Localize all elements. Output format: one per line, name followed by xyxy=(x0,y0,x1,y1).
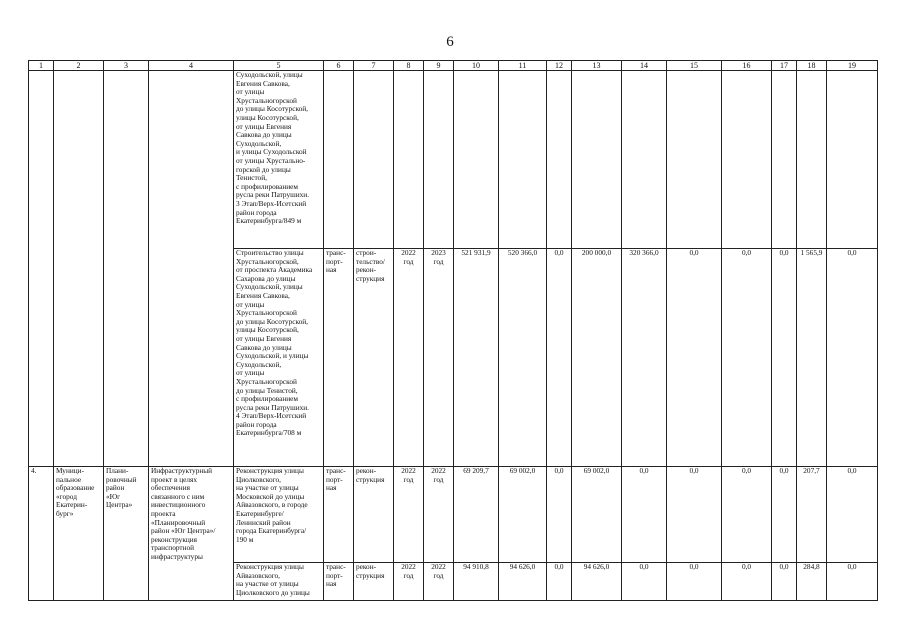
value-cell: 0,0 xyxy=(667,249,722,467)
value-cell: 0,0 xyxy=(827,467,878,563)
value-cell: 0,0 xyxy=(667,563,722,601)
end-year-cell: 2022 год xyxy=(424,467,454,563)
start-year-cell: 2022 год xyxy=(394,467,424,563)
value-cell: 0,0 xyxy=(547,249,572,467)
start-year-cell: 2022 год xyxy=(394,563,424,601)
value-cell xyxy=(547,71,572,249)
column-number: 6 xyxy=(324,61,354,71)
value-cell: 94 626,0 xyxy=(499,563,547,601)
work-type-cell xyxy=(354,71,394,249)
column-number: 2 xyxy=(54,61,104,71)
value-cell: 0,0 xyxy=(827,563,878,601)
infrastructure-type-cell: транс- порт- ная xyxy=(324,563,354,601)
value-cell: 0,0 xyxy=(667,467,722,563)
object-description-cell: Строительство улицы Хрустальногорской, от проспекта Академика Сахарова до улицы Суходольской, улицы Евгения Савкова, от улицы Хрустальногорской до улицы Косотурской, улицы Косотурской, от улицы Евгения Савкова до улицы Суходольской, и улицы Суходольской, от улицы Хрустальногорской до улицы Тенистой, с профилированием русла реки Патрушихи. 4 Этап/Верх-Исетский район города Екатеринбурга/708 м xyxy=(234,249,324,467)
value-cell: 0,0 xyxy=(622,563,667,601)
value-cell: 0,0 xyxy=(722,467,772,563)
start-year-cell xyxy=(394,71,424,249)
value-cell xyxy=(722,71,772,249)
district-cell: Плани- ровочный район «Юг Центра» xyxy=(104,467,149,601)
table-row xyxy=(29,71,878,249)
project-cell: Инфраструктурный проект в целях обеспечения связанного с ним инвестиционного проекта «Планировочный район «Юг Центра»/ реконструкция транспортной инфраструктуры xyxy=(149,467,234,601)
value-cell xyxy=(622,71,667,249)
municipality-cell xyxy=(54,71,104,467)
value-cell: 0,0 xyxy=(547,563,572,601)
work-type-cell: строи- тельство/ рекон- струкция xyxy=(354,249,394,467)
value-cell: 0,0 xyxy=(722,563,772,601)
total-cost-cell: 521 931,9 xyxy=(454,249,499,467)
value-cell: 1 565,9 xyxy=(797,249,827,467)
value-cell: 207,7 xyxy=(797,467,827,563)
total-cost-cell: 69 209,7 xyxy=(454,467,499,563)
column-number: 13 xyxy=(572,61,622,71)
column-number: 15 xyxy=(667,61,722,71)
column-number: 3 xyxy=(104,61,149,71)
column-number: 19 xyxy=(827,61,878,71)
value-cell xyxy=(797,71,827,249)
column-number: 1 xyxy=(29,61,54,71)
value-cell: 284,8 xyxy=(797,563,827,601)
column-number: 18 xyxy=(797,61,827,71)
column-number: 4 xyxy=(149,61,234,71)
start-year-cell: 2022 год xyxy=(394,249,424,467)
value-cell xyxy=(572,71,622,249)
value-cell: 320 366,0 xyxy=(622,249,667,467)
object-description-cell: Суходольской, улицы Евгения Савкова, от улицы Хрустальногорской до улицы Косотурской, улицы Косотурской, от улицы Евгения Савкова до улицы Суходольской, и улицы Суходольской от улицы Хрустально- горской до улицы Тенистой, с профилированием русла реки Патрушихи. 3 Этап/Верх-Исетский район города Екатеринбурга/849 м xyxy=(234,71,324,249)
value-cell xyxy=(667,71,722,249)
row-number-cell xyxy=(29,71,54,467)
value-cell: 0,0 xyxy=(827,249,878,467)
value-cell: 520 366,0 xyxy=(499,249,547,467)
value-cell: 69 002,0 xyxy=(499,467,547,563)
district-cell xyxy=(104,71,149,467)
column-number: 12 xyxy=(547,61,572,71)
object-description-cell: Реконструкция улицы Циолковского, на участке от улицы Московской до улицы Айвазовского, в городе Екатеринбурге/ Ленинский район города Екатеринбурга/ 190 м xyxy=(234,467,324,563)
value-cell: 0,0 xyxy=(772,467,797,563)
page-number: 6 xyxy=(446,34,454,50)
project-cell xyxy=(149,71,234,467)
column-number: 7 xyxy=(354,61,394,71)
value-cell: 94 626,0 xyxy=(572,563,622,601)
end-year-cell: 2023 год xyxy=(424,249,454,467)
infrastructure-type-cell: транс- порт- ная xyxy=(324,249,354,467)
infrastructure-type-cell xyxy=(324,71,354,249)
end-year-cell: 2022 год xyxy=(424,563,454,601)
infrastructure-type-cell: транс- порт- ная xyxy=(324,467,354,563)
value-cell: 69 002,0 xyxy=(572,467,622,563)
column-number: 9 xyxy=(424,61,454,71)
value-cell xyxy=(454,71,499,249)
row-number-cell: 4. xyxy=(29,467,54,601)
value-cell: 0,0 xyxy=(622,467,667,563)
end-year-cell xyxy=(424,71,454,249)
work-type-cell: рекон- струкция xyxy=(354,563,394,601)
column-number: 10 xyxy=(454,61,499,71)
value-cell: 0,0 xyxy=(547,467,572,563)
column-number: 11 xyxy=(499,61,547,71)
column-number: 8 xyxy=(394,61,424,71)
value-cell xyxy=(499,71,547,249)
value-cell xyxy=(827,71,878,249)
column-number-row xyxy=(29,61,878,71)
municipality-cell: Муници- пальное образование «город Екатерин- бург» xyxy=(54,467,104,601)
object-description-cell: Реконструкция улицы Айвазовского, на участке от улицы Циолковского до улицы xyxy=(234,563,324,601)
investment-projects-table xyxy=(28,60,878,601)
total-cost-cell: 94 910,8 xyxy=(454,563,499,601)
value-cell: 0,0 xyxy=(722,249,772,467)
value-cell: 0,0 xyxy=(772,249,797,467)
table-row xyxy=(29,467,878,563)
column-number: 17 xyxy=(772,61,797,71)
column-number: 5 xyxy=(234,61,324,71)
value-cell: 0,0 xyxy=(772,563,797,601)
work-type-cell: рекон- струкция xyxy=(354,467,394,563)
column-number: 16 xyxy=(722,61,772,71)
value-cell xyxy=(772,71,797,249)
column-number: 14 xyxy=(622,61,667,71)
value-cell: 200 000,0 xyxy=(572,249,622,467)
